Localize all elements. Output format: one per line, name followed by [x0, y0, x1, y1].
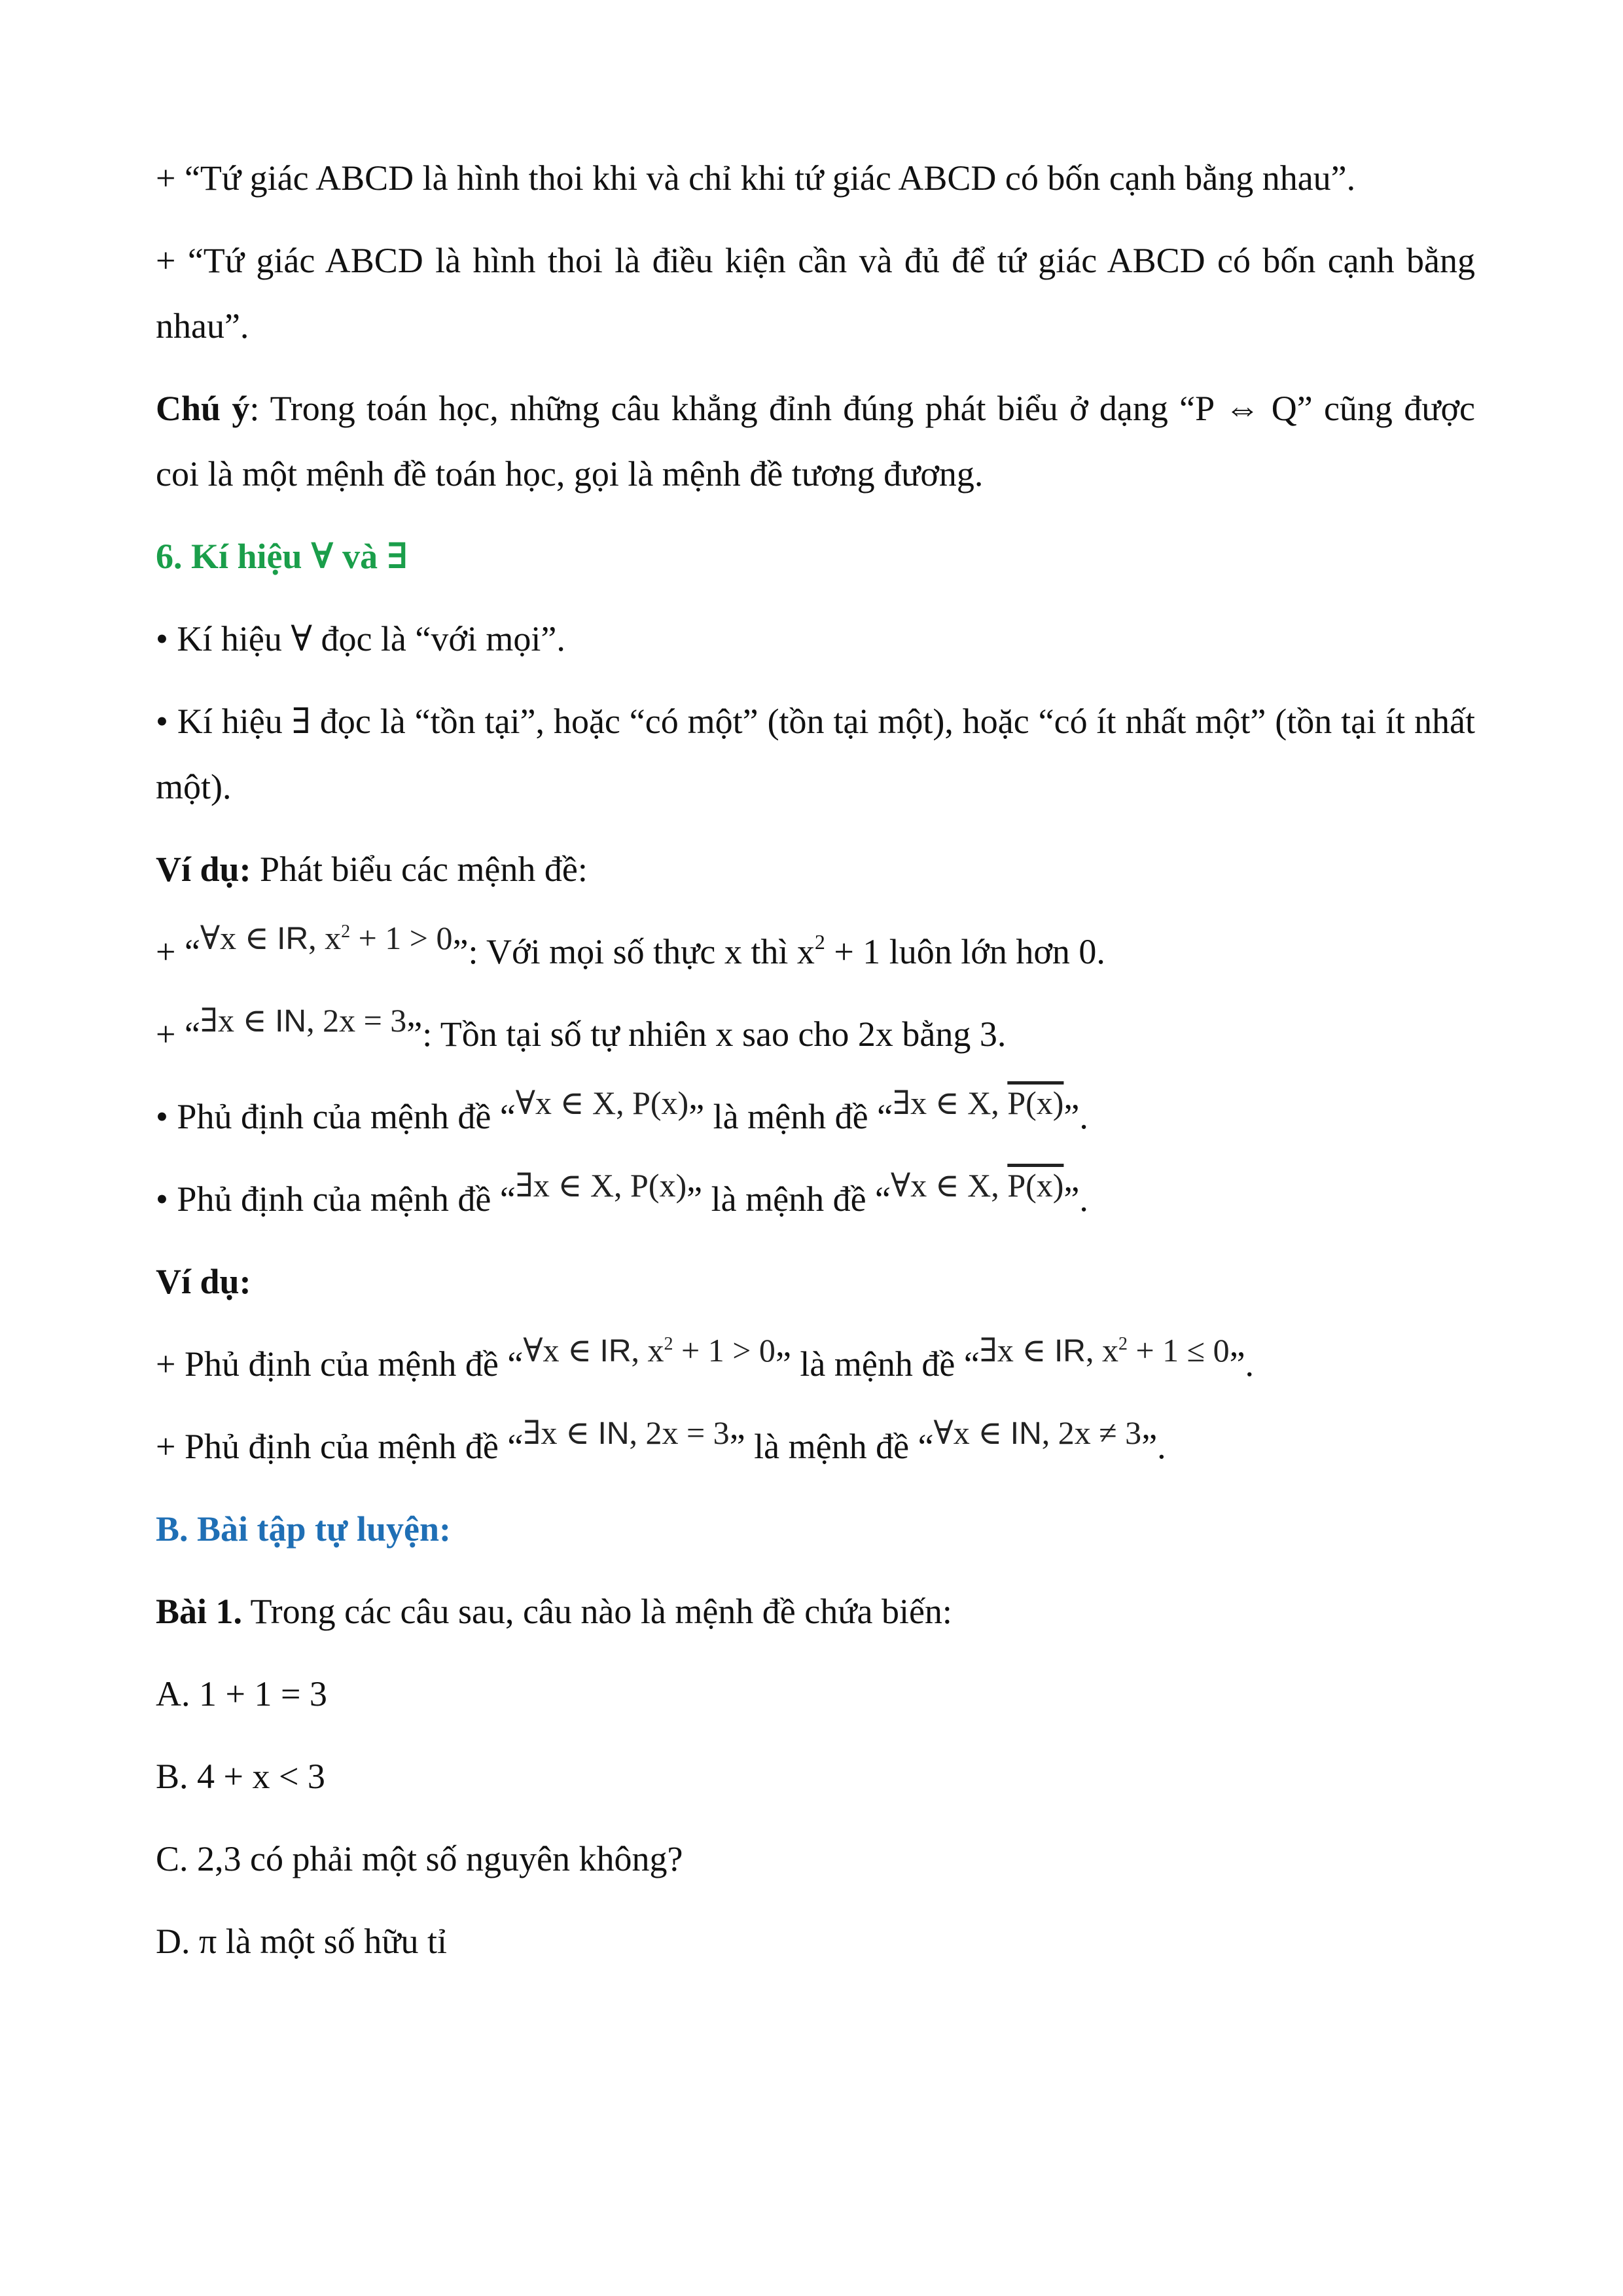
negation-example-2 [156, 1414, 1475, 1479]
forall-x-in: ∀x ∈ [891, 1167, 968, 1204]
formula-forall-P [516, 1083, 688, 1122]
statement-equivalence-2: + “Tứ giác ABCD là hình thoi là điều kiện cần và đủ để tứ giác ABCD có bốn cạnh bằng nhau”. [156, 241, 1475, 346]
formula-part: , x [1085, 1332, 1118, 1369]
set-X: X, [592, 1085, 633, 1121]
negation-text: ” là mệnh đề “ [688, 1097, 893, 1136]
negation-rule-exists [156, 1166, 1475, 1232]
formula-part: + 1 > 0 [350, 920, 453, 956]
formula-forall-real [200, 918, 453, 959]
predicate-P-negated: P(x) [1007, 1085, 1064, 1121]
example-intro [156, 836, 1475, 902]
document-page [156, 145, 1475, 1991]
set-X: X, [590, 1167, 631, 1204]
negation-text: ” là mệnh đề “ [687, 1179, 891, 1219]
formula-forall-natural-ne [934, 1413, 1142, 1454]
exists-x-in: ∃x ∈ [893, 1085, 968, 1121]
example-label: Ví dụ: [156, 850, 251, 889]
note-text: : Trong toán học, những câu khẳng đỉnh đúng phát biểu ở dạng “P ⇔ Q” cũng được coi là một mệnh đề toán học, gọi là mệnh đề tương đương. [156, 389, 1475, 493]
predicate-P-negated: P(x) [1007, 1167, 1064, 1204]
formula-exists-natural [523, 1413, 729, 1454]
quote-open: + “ [156, 932, 200, 971]
negation-text: ”. [1141, 1427, 1166, 1466]
formula-exponent: 2 [664, 1334, 673, 1354]
note-label: Chú ý [156, 389, 250, 428]
bullet-forall: • Kí hiệu ∀ đọc là “với mọi”. [156, 619, 565, 658]
negation-text: ” là mệnh đề “ [775, 1344, 980, 1384]
formula-part: , x [631, 1332, 664, 1369]
bullet-exists: • Kí hiệu ∃ đọc là “tồn tại”, hoặc “có một” (tồn tại một), hoặc “có ít nhất một” (tồn tại ít nhất một). [156, 702, 1475, 806]
quote-open: + “ [156, 1014, 200, 1054]
example-2 [156, 1001, 1475, 1067]
formula-part: + 1 ≤ 0 [1127, 1332, 1230, 1369]
option-c: C. 2,3 có phải một số nguyên không? [156, 1839, 683, 1878]
option-b: B. 4 + x < 3 [156, 1757, 325, 1796]
formula-forall-notP [891, 1166, 1063, 1205]
real-set-symbol: IR [599, 1334, 632, 1369]
exists-x-in: ∃x ∈ [523, 1414, 598, 1451]
exists-x-in: ∃x ∈ [979, 1332, 1054, 1369]
example-1-text: ”: Với mọi số thực x thì x [452, 932, 815, 971]
forall-x-in: ∀x ∈ [515, 1085, 592, 1121]
example-2-text: ”: Tồn tại số tự nhiên x sao cho 2x bằng 3. [406, 1014, 1007, 1054]
set-X: X, [967, 1167, 1008, 1204]
forall-x-in: ∀x ∈ [523, 1332, 600, 1369]
natural-set-symbol: IN [1010, 1416, 1042, 1451]
negation-text: + Phủ định của mệnh đề “ [156, 1427, 524, 1466]
negation-text: • Phủ định của mệnh đề “ [156, 1179, 516, 1219]
example-text: Phát biểu các mệnh đề: [251, 850, 588, 889]
negation-text: ”. [1229, 1344, 1255, 1384]
natural-set-symbol: IN [597, 1416, 630, 1451]
exercise-1-question [156, 1579, 1475, 1644]
formula-part: , x [308, 920, 342, 956]
predicate-P: P(x) [632, 1085, 689, 1121]
negation-rule-forall [156, 1084, 1475, 1149]
formula-exists-P [516, 1166, 687, 1205]
formula-part: , 2x = 3 [306, 1002, 407, 1039]
exercise-text: Trong các câu sau, câu nào là mệnh đề chứa biến: [242, 1592, 952, 1631]
natural-set-symbol: IN [275, 1004, 307, 1039]
option-a: A. 1 + 1 = 3 [156, 1674, 327, 1713]
exercise-label: Bài 1. [156, 1592, 243, 1631]
example-2-label: Ví dụ: [156, 1262, 251, 1301]
statement-equivalence-1: + “Tứ giác ABCD là hình thoi khi và chỉ khi tứ giác ABCD có bốn cạnh bằng nhau”. [156, 158, 1356, 198]
negation-text: • Phủ định của mệnh đề “ [156, 1097, 516, 1136]
predicate-P: P(x) [630, 1167, 687, 1204]
forall-x-in: ∀x ∈ [933, 1414, 1010, 1451]
formula-exponent: 2 [341, 922, 351, 942]
note-paragraph [156, 376, 1475, 507]
exponent: 2 [814, 930, 825, 954]
formula-exists-natural [200, 1001, 406, 1041]
real-set-symbol: IR [1054, 1334, 1086, 1369]
set-X: X, [967, 1085, 1008, 1121]
formula-part: , 2x = 3 [629, 1414, 730, 1451]
exists-x-in: ∃x ∈ [515, 1167, 590, 1204]
section-6-heading: 6. Kí hiệu ∀ và ∃ [156, 537, 409, 576]
negation-text: ”. [1063, 1097, 1088, 1136]
formula-exists-notP [893, 1083, 1063, 1122]
negation-text: ”. [1063, 1179, 1088, 1219]
option-d: D. π là một số hữu tỉ [156, 1922, 448, 1961]
formula-exponent: 2 [1118, 1334, 1128, 1354]
formula-forall-real [523, 1331, 776, 1371]
formula-part: , 2x ≠ 3 [1041, 1414, 1142, 1451]
formula-exists-real-le [980, 1331, 1230, 1371]
real-set-symbol: IR [277, 922, 309, 956]
negation-text: ” là mệnh đề “ [729, 1427, 934, 1466]
exists-x-in: ∃x ∈ [200, 1002, 276, 1039]
section-b-heading: B. Bài tập tự luyện: [156, 1509, 451, 1549]
forall-x-in: ∀x ∈ [200, 920, 277, 956]
formula-part: + 1 > 0 [673, 1332, 776, 1369]
negation-example-1 [156, 1331, 1475, 1397]
example-1-text-end: + 1 luôn lớn hơn 0. [825, 932, 1105, 971]
negation-text: + Phủ định của mệnh đề “ [156, 1344, 524, 1384]
example-1 [156, 919, 1475, 984]
